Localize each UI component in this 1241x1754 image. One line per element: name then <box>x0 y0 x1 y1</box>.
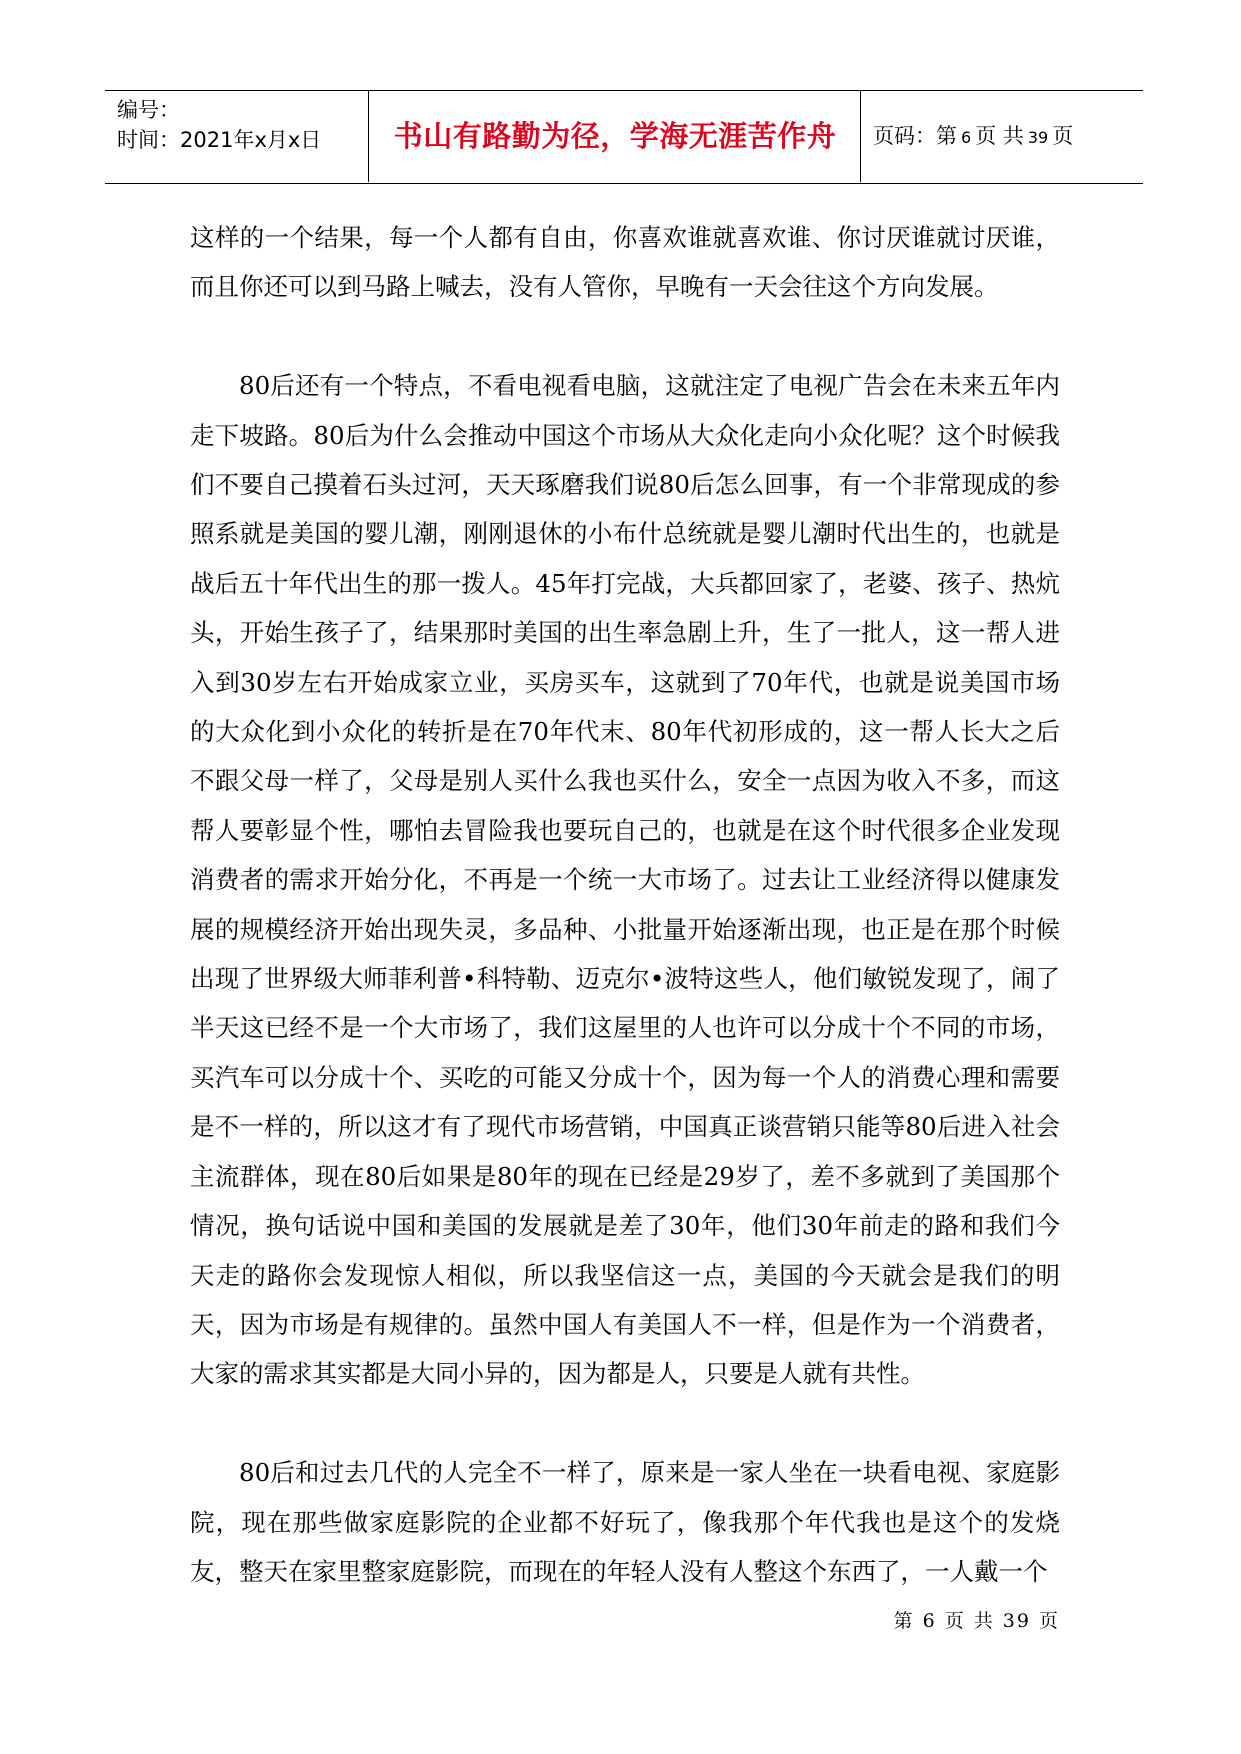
header-meta <box>117 95 321 155</box>
paragraph: 80后还有一个特点，不看电视看电脑，这就注定了电视广告会在未来五年内走下坡路。80后为什么会推动中国这个市场从大众化走向小众化呢？这个时候我们不要自己摸着石头过河，天天琢磨我们说80后怎么回事，有一个非常现成的参照系就是美国的婴儿潮，刚刚退休的小布什总统就是婴儿潮时代出生的，也就是战后五十年代出生的那一拨人。45年打完战，大兵都回家了，老婆、孩子、热炕头，开始生孩子了，结果那时美国的出生率急剧上升，生了一批人，这一帮人进入到30岁左右开始成家立业，买房买车，这就到了70年代，也就是说美国市场的大众化到小众化的转折是在70年代末、80年代初形成的，这一帮人长大之后不跟父母一样了，父母是别人买什么我也买什么，安全一点因为收入不多，而这帮人要彰显个性，哪怕去冒险我也要玩自己的，也就是在这个时代很多企业发现消费者的需求开始分化，不再是一个统一大市场了。过去让工业经济得以健康发展的规模经济开始出现失灵，多品种、小批量开始逐渐出现，也正是在那个时候出现了世界级大师菲利普•科特勒、迈克尔•波特这些人，他们敏锐发现了，闹了半天这已经不是一个大市场了，我们这屋里的人也许可以分成十个不同的市场，买汽车可以分成十个、买吃的可能又分成十个，因为每一个人的消费心理和需要是不一样的，所以这才有了现代市场营销，中国真正谈营销只能等80后进入社会主流群体，现在80后如果是80年的现在已经是29岁了，差不多就到了美国那个情况，换句话说中国和美国的发展就是差了30年，他们30年前走的路和我们今天走的路你会发现惊人相似，所以我坚信这一点，美国的今天就会是我们的明天，因为市场是有规律的。虽然中国人有美国人不一样，但是作为一个消费者，大家的需求其实都是大同小异的，因为都是人，只要是人就有共性。 <box>190 371 1060 1389</box>
page-current: 6 <box>961 128 972 147</box>
page-footer: 第 6 页 共 39 页 <box>893 1610 1060 1632</box>
paragraph: 80后和过去几代的人完全不一样了，原来是一家人坐在一块看电视、家庭影院，现在那些做家庭影院的企业都不好玩了，像我那个年代我也是这个的发烧友，整天在家里整家庭影院，而现在的年轻人没有人整这个东西了，一人戴一个 <box>190 1458 1060 1586</box>
paragraph: 这样的一个结果，每一个人都有自由，你喜欢谁就喜欢谁、你讨厌谁就讨厌谁，而且你还可以到马路上喊去，没有人管你，早晚有一天会往这个方向发展。 <box>190 223 1060 302</box>
header-page-number <box>873 91 1073 182</box>
paragraph-gap <box>190 312 1060 361</box>
page-prefix: 页码：第 <box>873 124 957 148</box>
header-divider <box>860 91 861 182</box>
page-header <box>105 90 1143 184</box>
time-label: 时间：2021年x月x日 <box>117 128 322 152</box>
page-middle: 页 共 <box>975 124 1024 148</box>
paragraph-gap <box>190 1399 1060 1448</box>
header-divider <box>368 91 369 182</box>
page-suffix: 页 <box>1052 124 1074 148</box>
document-body <box>190 213 1060 1596</box>
serial-label: 编号： <box>117 98 180 122</box>
header-motto: 书山有路勤为径，学海无涯苦作舟 <box>393 119 837 153</box>
page-total: 39 <box>1027 128 1049 147</box>
